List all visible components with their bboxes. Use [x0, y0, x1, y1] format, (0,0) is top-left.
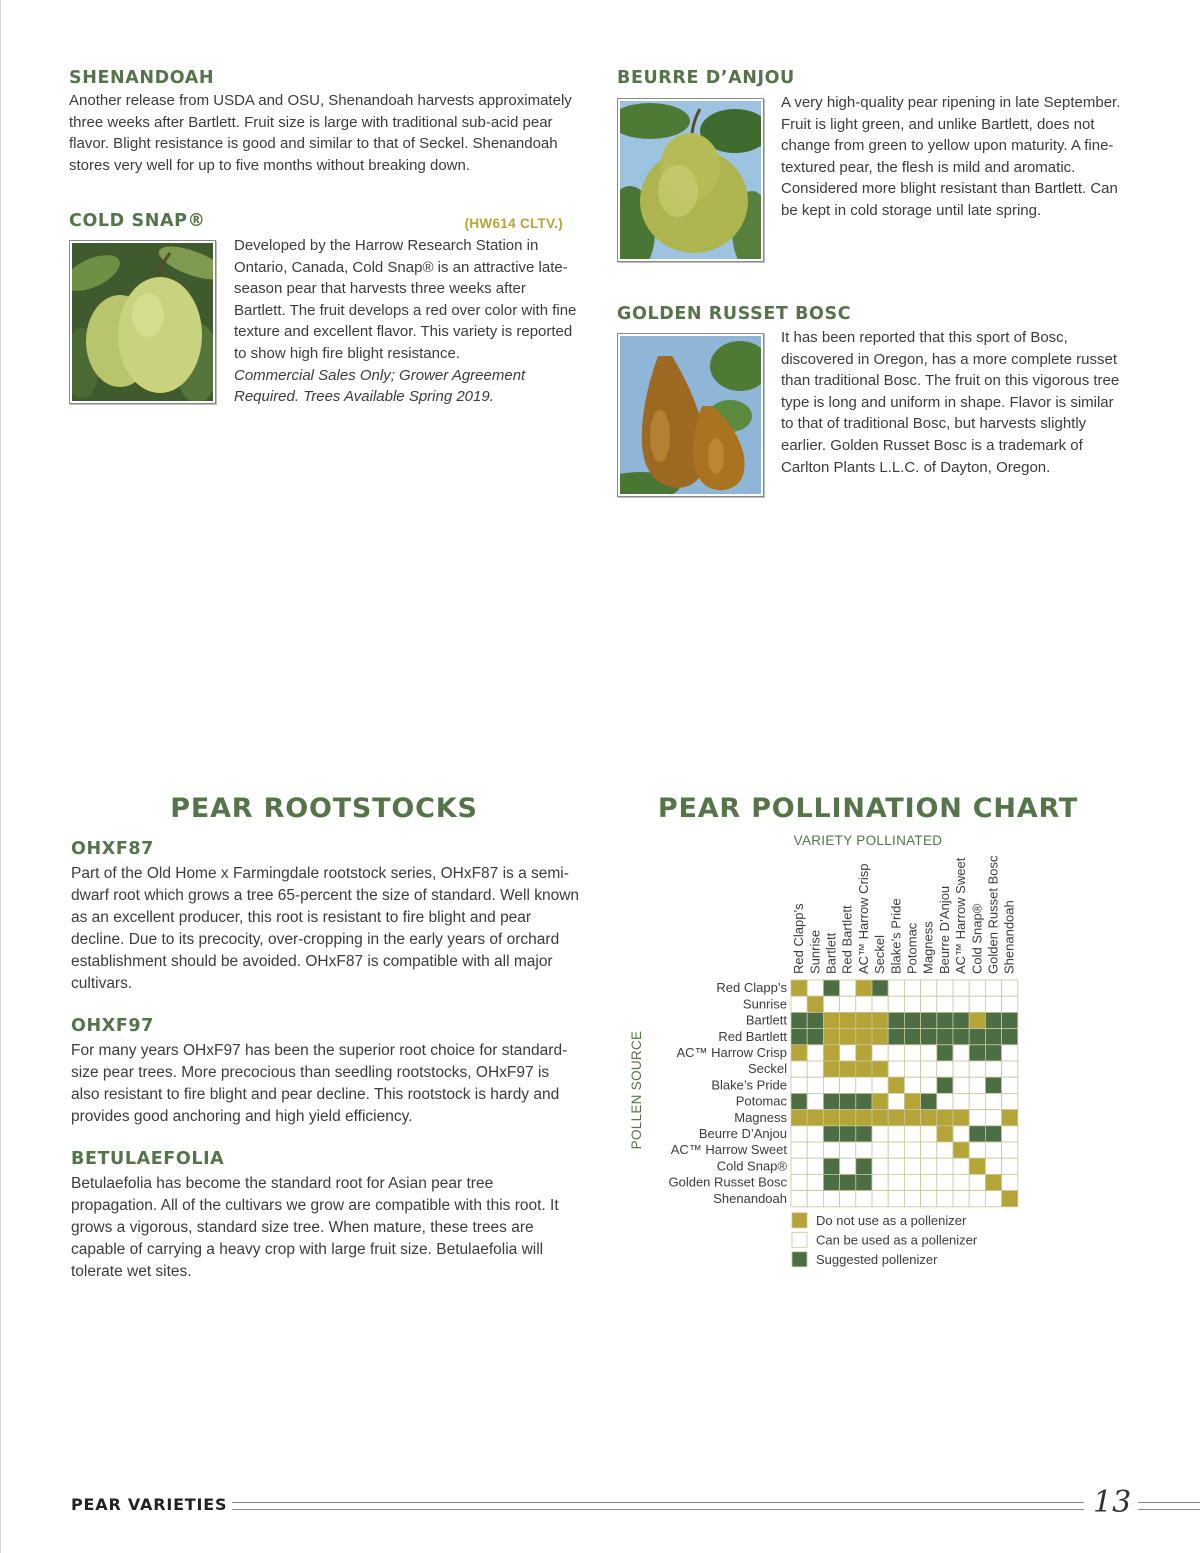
- chart-cell: [823, 1191, 839, 1207]
- chart-col-label: Golden Russet Bosc: [985, 855, 1001, 974]
- chart-cell: [807, 1191, 823, 1207]
- chart-cell: [904, 1061, 920, 1077]
- rootstock-ohxf87: [71, 839, 581, 995]
- chart-cell: [888, 1110, 904, 1126]
- chart-cell: [985, 1142, 1001, 1158]
- rootstock-ohxf97: [71, 1016, 581, 1128]
- chart-cell: [840, 1110, 856, 1126]
- chart-col-label: Red Clapp’s: [791, 903, 807, 974]
- chart-cell: [856, 1174, 872, 1190]
- chart-row-label: AC™ Harrow Crisp: [676, 1045, 787, 1060]
- chart-cell: [856, 1012, 872, 1028]
- chart-cell: [953, 1110, 969, 1126]
- chart-cell: [807, 1126, 823, 1142]
- chart-cell: [921, 1142, 937, 1158]
- chart-cell: [1002, 1029, 1018, 1045]
- chart-cell: [791, 1142, 807, 1158]
- chart-cell: [985, 1191, 1001, 1207]
- rootstock-betulaefolia: [71, 1149, 581, 1283]
- chart-cell: [953, 1142, 969, 1158]
- chart-cell: [937, 996, 953, 1012]
- chart-cell: [807, 980, 823, 996]
- chart-cell: [856, 1077, 872, 1093]
- chart-cell: [937, 1110, 953, 1126]
- chart-col-label: Red Bartlett: [839, 905, 855, 974]
- cold-snap-note: Commercial Sales Only; Grower Agreement Required. Trees Available Spring 2019.: [234, 366, 526, 406]
- chart-col-label: Cold Snap®: [969, 903, 985, 974]
- chart-row-label: Magness: [734, 1109, 787, 1125]
- chart-cell: [969, 1029, 985, 1045]
- chart-cell: [1002, 1012, 1018, 1028]
- chart-cell: [888, 1158, 904, 1174]
- chart-cell: [953, 1126, 969, 1142]
- chart-row-label: Potomac: [735, 1093, 787, 1109]
- chart-cell: [872, 996, 888, 1012]
- chart-cell: [872, 980, 888, 996]
- chart-cell: [856, 1093, 872, 1109]
- pollination-chart: [600, 820, 1060, 1270]
- chart-cell: [872, 1174, 888, 1190]
- chart-cell: [985, 1093, 1001, 1109]
- chart-cell: [840, 980, 856, 996]
- chart-cell: [872, 1110, 888, 1126]
- chart-cell: [985, 1110, 1001, 1126]
- chart-cell: [840, 1029, 856, 1045]
- chart-cell: [840, 1174, 856, 1190]
- chart-cell: [888, 1126, 904, 1142]
- chart-cell: [904, 1077, 920, 1093]
- chart-row-label: AC™ Harrow Sweet: [670, 1142, 787, 1158]
- chart-cell: [937, 1077, 953, 1093]
- chart-cell: [1002, 1110, 1018, 1126]
- footer-section-title: PEAR VARIETIES: [71, 1495, 228, 1514]
- chart-cell: [823, 1093, 839, 1109]
- chart-cell: [953, 1191, 969, 1207]
- chart-cell: [840, 1191, 856, 1207]
- chart-cell: [872, 1029, 888, 1045]
- golden-russet-bosc-photo: [617, 333, 764, 497]
- chart-cell: [969, 1142, 985, 1158]
- cold-snap-cultivar-code: (HW614 CLTV.): [464, 216, 563, 231]
- chart-cell: [856, 996, 872, 1012]
- rootstock-betulaefolia-text: Betulaefolia has become the standard root for Asian pear tree propagation. All of the cultivars we grow are compatible with this root. It grows a vigorous, standard size tree. When mature, these trees are capable of carrying a heavy crop with large fruit size. Betulaefolia will tolerate wet sites.: [71, 1175, 559, 1280]
- chart-cell: [953, 1045, 969, 1061]
- chart-cell: [840, 1093, 856, 1109]
- chart-cell: [823, 1029, 839, 1045]
- chart-cell: [904, 1093, 920, 1109]
- chart-cell: [1002, 1126, 1018, 1142]
- chart-cell: [840, 1158, 856, 1174]
- chart-cell: [969, 1077, 985, 1093]
- chart-cell: [904, 1110, 920, 1126]
- chart-cell: [985, 996, 1001, 1012]
- cold-snap-photo: [69, 240, 216, 404]
- chart-cell: [937, 1061, 953, 1077]
- chart-cell: [937, 1158, 953, 1174]
- chart-cell: [1002, 1093, 1018, 1109]
- chart-cell: [791, 996, 807, 1012]
- chart-cell: [872, 1077, 888, 1093]
- chart-cell: [888, 1045, 904, 1061]
- chart-cell: [807, 1174, 823, 1190]
- chart-row-label: Red Clapp’s: [716, 980, 787, 996]
- beurre-danjou-title: BEURRE D’ANJOU: [617, 68, 795, 88]
- chart-cell: [823, 1174, 839, 1190]
- chart-cell: [937, 1093, 953, 1109]
- chart-col-label: Potomac: [904, 922, 920, 974]
- chart-col-label: Shenandoah: [1001, 900, 1017, 974]
- chart-cell: [791, 1126, 807, 1142]
- chart-cell: [985, 980, 1001, 996]
- chart-cell: [921, 1174, 937, 1190]
- chart-cell: [823, 996, 839, 1012]
- chart-cell: [1002, 1061, 1018, 1077]
- rootstock-ohxf97-title: OHXF97: [71, 1016, 154, 1036]
- chart-cell: [856, 1045, 872, 1061]
- chart-cell: [856, 1029, 872, 1045]
- chart-cell: [969, 1012, 985, 1028]
- chart-cell: [872, 1158, 888, 1174]
- chart-cell: [904, 1045, 920, 1061]
- chart-cell: [856, 1061, 872, 1077]
- chart-cell: [1002, 1142, 1018, 1158]
- chart-cell: [921, 1158, 937, 1174]
- chart-cell: [823, 1158, 839, 1174]
- chart-cell: [904, 1012, 920, 1028]
- chart-cell: [888, 980, 904, 996]
- shenandoah-title: SHENANDOAH: [69, 68, 215, 88]
- chart-cell: [791, 1110, 807, 1126]
- chart-cell: [823, 980, 839, 996]
- chart-cell: [921, 1012, 937, 1028]
- chart-cell: [937, 1174, 953, 1190]
- chart-cell: [791, 1012, 807, 1028]
- chart-cell: [856, 1191, 872, 1207]
- chart-cell: [791, 1174, 807, 1190]
- chart-cell: [791, 1077, 807, 1093]
- chart-cell: [969, 1174, 985, 1190]
- chart-cell: [904, 1142, 920, 1158]
- chart-cell: [888, 1093, 904, 1109]
- chart-cell: [807, 1045, 823, 1061]
- rootstocks-heading: PEAR ROOTSTOCKS: [170, 793, 478, 824]
- chart-cell: [888, 1012, 904, 1028]
- chart-cell: [791, 1191, 807, 1207]
- page-edge: [0, 0, 1, 1553]
- chart-cell: [921, 1191, 937, 1207]
- cold-snap-text-block: [234, 235, 579, 408]
- chart-col-label: Magness: [920, 921, 936, 974]
- chart-cell: [921, 1110, 937, 1126]
- chart-cell: [985, 1029, 1001, 1045]
- chart-cell: [953, 1093, 969, 1109]
- chart-cell: [1002, 996, 1018, 1012]
- chart-cell: [921, 1061, 937, 1077]
- chart-cell: [823, 1142, 839, 1158]
- chart-col-label: Beurre D’Anjou: [936, 885, 952, 974]
- cold-snap-text: Developed by the Harrow Research Station in Ontario, Canada, Cold Snap® is an attractive late-season pear that harvests three weeks after Bartlett. The fruit develops a red over color with fine texture and excellent flavor. This variety is reported to show high fire blight resistance.: [234, 237, 577, 362]
- chart-cell: [969, 1110, 985, 1126]
- chart-cell: [904, 1174, 920, 1190]
- chart-cell: [856, 1126, 872, 1142]
- chart-cell: [872, 1045, 888, 1061]
- chart-cell: [969, 1158, 985, 1174]
- chart-cell: [840, 1045, 856, 1061]
- chart-cell: [937, 1142, 953, 1158]
- footer-rule-right: [1138, 1502, 1200, 1510]
- chart-cell: [791, 1045, 807, 1061]
- chart-cell: [1002, 1174, 1018, 1190]
- chart-cell: [807, 1061, 823, 1077]
- chart-cell: [840, 1077, 856, 1093]
- chart-cell: [921, 1045, 937, 1061]
- chart-cell: [904, 1158, 920, 1174]
- chart-cell: [872, 1126, 888, 1142]
- chart-cell: [872, 1142, 888, 1158]
- chart-cell: [872, 1061, 888, 1077]
- chart-cell: [921, 980, 937, 996]
- beurre-danjou-text: A very high-quality pear ripening in late September. Fruit is light green, and unlike Bartlett, does not change from green to yellow upon maturity. A fine-textured pear, the flesh is mild and aromatic. Considered more blight resistant than Bartlett. Can be kept in cold storage until late spring.: [781, 94, 1121, 219]
- chart-cell: [1002, 980, 1018, 996]
- chart-cell: [791, 980, 807, 996]
- chart-cell: [807, 996, 823, 1012]
- chart-cell: [953, 1158, 969, 1174]
- chart-cell: [888, 1142, 904, 1158]
- pollination-chart-title: PEAR POLLINATION CHART: [657, 793, 1079, 824]
- chart-cell: [872, 1093, 888, 1109]
- chart-row-label: Red Bartlett: [718, 1028, 787, 1044]
- chart-cell: [1002, 1158, 1018, 1174]
- golden-russet-bosc-text: It has been reported that this sport of Bosc, discovered in Oregon, has a more complete russet than traditional Bosc. The fruit on this vigorous tree type is long and uniform in shape. Flavor is similar to that of traditional Bosc, but harvests slightly earlier. Golden Russet Bosc is a trademark of Carlton Plants L.L.C. of Dayton, Oregon.: [781, 329, 1120, 476]
- chart-cell: [807, 1110, 823, 1126]
- shenandoah-text: Another release from USDA and OSU, Shenandoah harvests approximately three weeks after Bartlett. Fruit size is large with traditional sub-acid pear flavor. Blight resistance is good and similar to that of Seckel. Shenandoah stores very well for up to five months without breaking down.: [69, 92, 572, 174]
- chart-cell: [937, 1126, 953, 1142]
- chart-cell: [807, 1158, 823, 1174]
- chart-cell: [807, 1012, 823, 1028]
- chart-cell: [807, 1142, 823, 1158]
- chart-cell: [985, 1126, 1001, 1142]
- chart-cell: [791, 1061, 807, 1077]
- chart-cell: [823, 1077, 839, 1093]
- chart-cell: [969, 1061, 985, 1077]
- chart-cell: [921, 1126, 937, 1142]
- chart-cell: [872, 1191, 888, 1207]
- chart-cell: [856, 1110, 872, 1126]
- rootstock-ohxf87-text: Part of the Old Home x Farmingdale rootstock series, OHxF87 is a semi-dwarf root which grows a tree 65-percent the size of standard. Well known as an excellent producer, this root is resistant to fire blight and pear decline. Due to its precocity, over-cropping in the early years of orchard establishment should be avoided. OHxF87 is compatible with all major cultivars.: [71, 865, 580, 992]
- chart-cell: [969, 1191, 985, 1207]
- chart-cell: [921, 996, 937, 1012]
- chart-cell: [823, 1012, 839, 1028]
- chart-cell: [904, 1126, 920, 1142]
- chart-cell: [937, 980, 953, 996]
- chart-cell: [840, 1126, 856, 1142]
- chart-cell: [953, 1012, 969, 1028]
- chart-cell: [856, 980, 872, 996]
- chart-cell: [791, 1093, 807, 1109]
- chart-cell: [985, 1012, 1001, 1028]
- chart-cell: [1002, 1077, 1018, 1093]
- chart-cell: [823, 1045, 839, 1061]
- chart-cell: [888, 1174, 904, 1190]
- chart-col-label: Blake’s Pride: [888, 898, 904, 974]
- shenandoah-section: [69, 68, 589, 176]
- chart-row-label: Shenandoah: [713, 1190, 787, 1206]
- chart-cell: [888, 1191, 904, 1207]
- chart-cell: [888, 1077, 904, 1093]
- chart-cell: [953, 996, 969, 1012]
- chart-row-label: Beurre D’Anjou: [698, 1126, 787, 1141]
- legend-label: Suggested pollenizer: [816, 1251, 938, 1267]
- chart-cell: [840, 1142, 856, 1158]
- golden-russet-bosc-title: GOLDEN RUSSET BOSC: [617, 304, 852, 324]
- chart-row-label: Golden Russet Bosc: [668, 1174, 787, 1190]
- beurre-danjou-photo: [617, 98, 764, 262]
- chart-cell: [921, 1093, 937, 1109]
- chart-col-label: Bartlett: [823, 932, 839, 974]
- chart-row-label: Sunrise: [742, 996, 787, 1012]
- chart-cell: [969, 1126, 985, 1142]
- chart-cell: [904, 996, 920, 1012]
- chart-cell: [969, 1045, 985, 1061]
- legend-label: Do not use as a pollenizer: [816, 1212, 967, 1228]
- chart-cell: [1002, 1191, 1018, 1207]
- chart-cell: [1002, 1045, 1018, 1061]
- chart-cell: [807, 1093, 823, 1109]
- chart-cell: [953, 980, 969, 996]
- chart-cell: [953, 1061, 969, 1077]
- page-number: 13: [1093, 1485, 1132, 1520]
- chart-ylabel: POLLEN SOURCE: [629, 1030, 644, 1150]
- legend-swatch: [792, 1213, 807, 1228]
- chart-cell: [840, 996, 856, 1012]
- chart-cell: [872, 1012, 888, 1028]
- chart-col-label: AC™ Harrow Sweet: [953, 857, 969, 974]
- chart-cell: [985, 1045, 1001, 1061]
- chart-cell: [791, 1158, 807, 1174]
- chart-cell: [985, 1174, 1001, 1190]
- chart-cell: [969, 980, 985, 996]
- chart-xlabel: VARIETY POLLINATED: [793, 833, 943, 848]
- chart-row-label: Blake’s Pride: [711, 1077, 787, 1093]
- chart-cell: [985, 1061, 1001, 1077]
- chart-cell: [969, 1093, 985, 1109]
- chart-cell: [921, 1029, 937, 1045]
- chart-cell: [888, 1061, 904, 1077]
- chart-cell: [856, 1158, 872, 1174]
- chart-cell: [823, 1126, 839, 1142]
- cold-snap-title: COLD SNAP®: [69, 211, 206, 231]
- legend-label: Can be used as a pollenizer: [816, 1232, 978, 1248]
- footer-rule-left: [232, 1502, 1084, 1510]
- chart-col-label: Seckel: [872, 934, 888, 974]
- chart-cell: [904, 1191, 920, 1207]
- chart-cell: [823, 1061, 839, 1077]
- chart-cell: [888, 1029, 904, 1045]
- chart-col-label: Sunrise: [807, 929, 823, 974]
- chart-cell: [953, 1077, 969, 1093]
- cold-snap-header: [69, 211, 569, 235]
- rootstock-betulaefolia-title: BETULAEFOLIA: [71, 1149, 225, 1169]
- chart-cell: [856, 1142, 872, 1158]
- chart-cell: [921, 1077, 937, 1093]
- chart-cell: [807, 1029, 823, 1045]
- chart-cell: [937, 1029, 953, 1045]
- chart-cell: [937, 1045, 953, 1061]
- chart-cell: [937, 1012, 953, 1028]
- chart-row-label: Seckel: [747, 1061, 787, 1077]
- chart-row-label: Bartlett: [745, 1012, 787, 1028]
- chart-col-label: AC™ Harrow Crisp: [855, 863, 871, 974]
- chart-row-label: Cold Snap®: [716, 1158, 787, 1174]
- chart-cell: [823, 1110, 839, 1126]
- chart-cell: [953, 1029, 969, 1045]
- chart-cell: [840, 1061, 856, 1077]
- chart-cell: [904, 1029, 920, 1045]
- chart-cell: [985, 1158, 1001, 1174]
- chart-cell: [904, 980, 920, 996]
- legend-swatch: [792, 1252, 807, 1267]
- chart-cell: [985, 1077, 1001, 1093]
- rootstock-ohxf97-text: For many years OHxF97 has been the superior root choice for standard-size pear trees. More precocious than seedling rootstocks, OHxF97 is also resistant to fire blight and pear decline. This rootstock is hardy and provides good anchoring and high yield efficiency.: [71, 1042, 568, 1125]
- rootstock-ohxf87-title: OHXF87: [71, 839, 154, 859]
- chart-cell: [888, 996, 904, 1012]
- legend-swatch: [792, 1232, 807, 1247]
- chart-cell: [969, 996, 985, 1012]
- chart-cell: [807, 1077, 823, 1093]
- chart-cell: [791, 1029, 807, 1045]
- chart-cell: [953, 1174, 969, 1190]
- chart-cell: [937, 1191, 953, 1207]
- chart-cell: [840, 1012, 856, 1028]
